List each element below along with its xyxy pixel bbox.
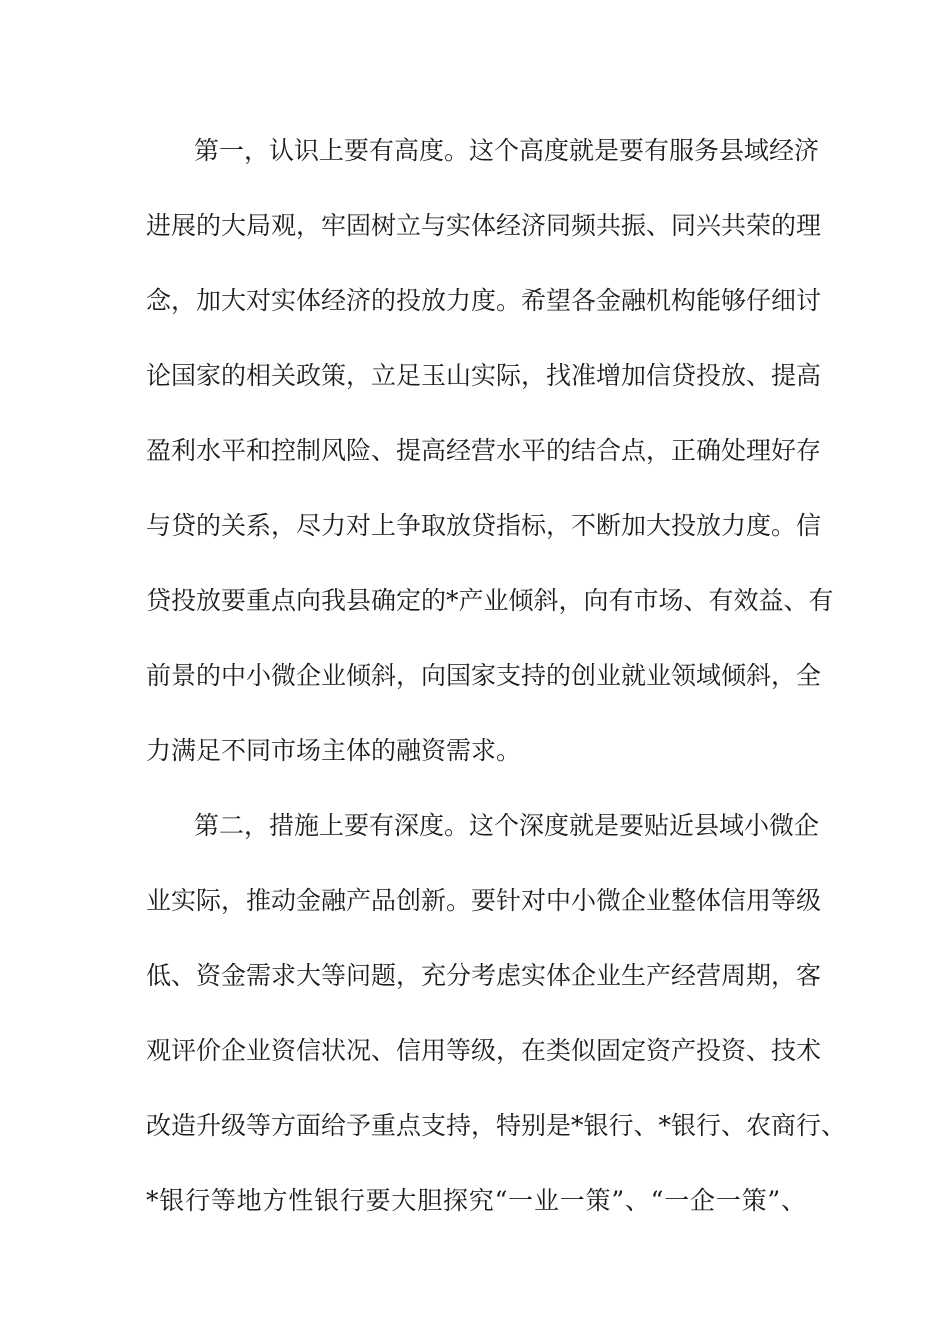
paragraph-2-line-4: 观评价企业资信状况、信用等级，在类似固定资产投资、技术 bbox=[146, 1036, 822, 1065]
paragraph-1-line-7: 贷投放要重点向我县确定的*产业倾斜，向有市场、有效益、有 bbox=[146, 586, 834, 615]
paragraph-1-line-1: 第一，认识上要有高度。这个高度就是要有服务县域经济 bbox=[194, 136, 820, 165]
paragraph-1-line-8: 前景的中小微企业倾斜，向国家支持的创业就业领域倾斜，全 bbox=[146, 661, 822, 690]
paragraph-2-line-3: 低、资金需求大等问题，充分考虑实体企业生产经营周期，客 bbox=[146, 961, 822, 990]
paragraph-2-line-5: 改造升级等方面给予重点支持，特别是*银行、*银行、农商行、 bbox=[146, 1111, 847, 1140]
paragraph-2-line-6: *银行等地方性银行要大胆探究“一业一策”、“一企一策”、 bbox=[146, 1186, 806, 1215]
paragraph-2-line-1: 第二，措施上要有深度。这个深度就是要贴近县域小微企 bbox=[194, 811, 820, 840]
paragraph-1-line-9: 力满足不同市场主体的融资需求。 bbox=[146, 736, 522, 765]
paragraph-1-line-5: 盈利水平和控制风险、提高经营水平的结合点，正确处理好存 bbox=[146, 436, 822, 465]
paragraph-1-line-4: 论国家的相关政策，立足玉山实际，找准增加信贷投放、提高 bbox=[146, 361, 822, 390]
paragraph-1-line-3: 念，加大对实体经济的投放力度。希望各金融机构能够仔细讨 bbox=[146, 286, 822, 315]
paragraph-2-line-2: 业实际，推动金融产品创新。要针对中小微企业整体信用等级 bbox=[146, 886, 822, 915]
paragraph-1-line-6: 与贷的关系，尽力对上争取放贷指标，不断加大投放力度。信 bbox=[146, 511, 822, 540]
paragraph-1-line-2: 进展的大局观，牢固树立与实体经济同频共振、同兴共荣的理 bbox=[146, 211, 822, 240]
